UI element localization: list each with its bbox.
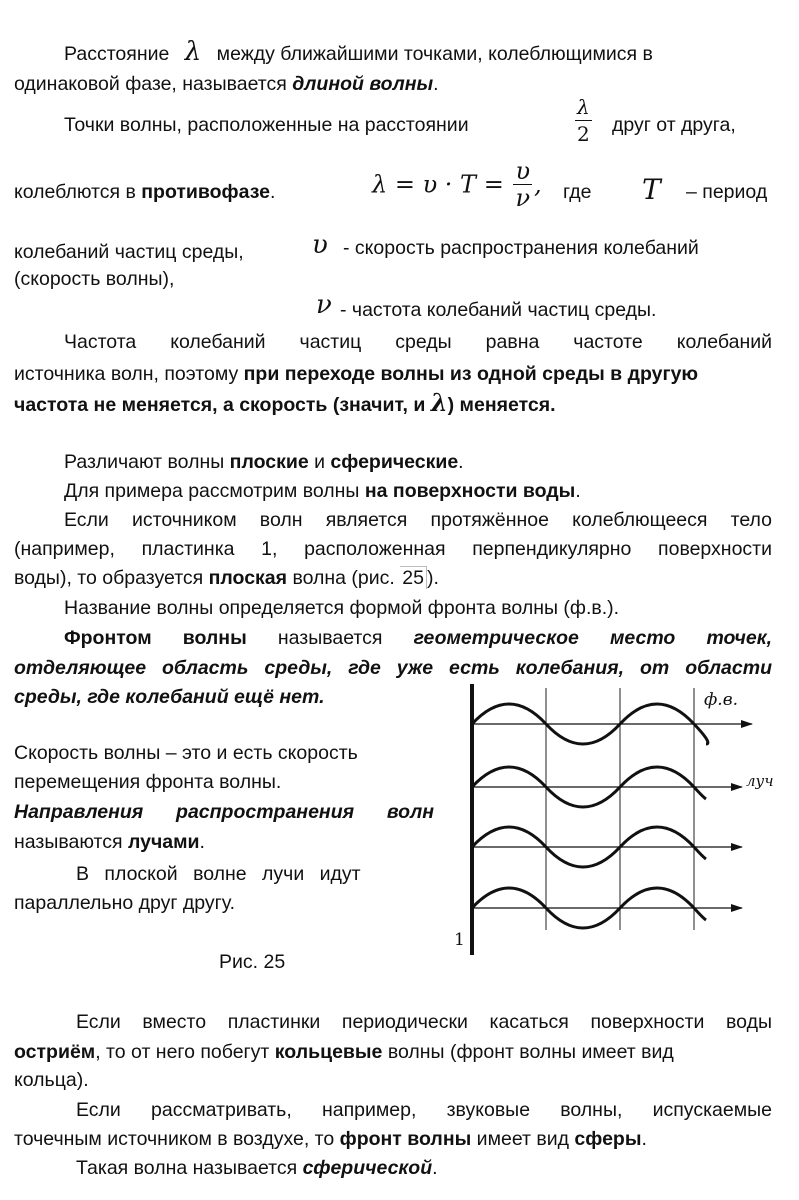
p7-line1: Если источником волн является протяжённое колеблющееся тело xyxy=(64,509,772,531)
p1-line1: Расстояние λ между ближайшими точками, колеблющимися в xyxy=(64,37,653,67)
p11-line3: кольца). xyxy=(14,1069,89,1091)
p1-line2: одинаковой фазе, называется длиной волны. xyxy=(14,73,439,95)
figure-plane-wave xyxy=(450,680,780,955)
p7-line2: (например, пластинка 1, расположенная перпендикулярно поверхности xyxy=(14,538,772,560)
p9-line1: Фронтом волны называется геометрическое место точек, xyxy=(64,627,773,649)
frequency-symbol: ν xyxy=(316,290,332,320)
period-symbol: T xyxy=(642,173,661,206)
velocity-symbol: υ xyxy=(312,230,328,260)
half-lambda-fraction: $\frac{\lambda}{2}$ xyxy=(576,95,590,146)
label-wavefront: ф.в. xyxy=(704,690,739,710)
p11-line2: остриём, то от него побегут кольцевые волны (фронт волны имеет вид xyxy=(14,1041,674,1063)
p10-line2: перемещения фронта волны. xyxy=(14,771,282,793)
p2-line2: колеблются в противофазе. xyxy=(14,181,276,203)
p12-line2: точечным источником в воздухе, то фронт волны имеет вид сферы. xyxy=(14,1128,647,1150)
term-antiphase: противофазе xyxy=(141,181,270,203)
p6-line: Для примера рассмотрим волны на поверхности воды. xyxy=(64,480,581,502)
p11-line1: Если вместо пластинки периодически касаться поверхности воды xyxy=(76,1011,772,1033)
p7-line3: воды), то образуется плоская волна (рис. 25 ). xyxy=(14,567,439,589)
p2-line1-end: друг от друга, xyxy=(612,114,736,136)
p10-line6: параллельно друг другу. xyxy=(14,892,235,914)
p3-line2: колебаний частиц среды, xyxy=(14,241,244,263)
figure-ref: 25 xyxy=(400,566,427,589)
label-plate: 1 xyxy=(454,930,465,950)
p3-line3: (скорость волны), xyxy=(14,268,175,290)
gde-word: где xyxy=(563,181,592,203)
p3-line4: - частота колебаний частиц среды. xyxy=(340,299,657,321)
p8-line: Название волны определяется формой фронта волны (ф.в.). xyxy=(64,597,620,619)
p10-line5: В плоской волне лучи идут xyxy=(76,863,361,885)
period-text: – период xyxy=(686,181,768,203)
p9-line2: отделяющее область среды, где уже есть колебания, от области xyxy=(14,657,772,679)
p9-line3: среды, где колебаний ещё нет. xyxy=(14,686,325,708)
p13-line: Такая волна называется сферической. xyxy=(76,1157,438,1179)
p10-line1: Скорость волны – это и есть скорость xyxy=(14,742,358,764)
wavelength-formula: λ = υ · T = $\frac{\upsilon}{\nu}$ , xyxy=(372,157,542,212)
p12-line1: Если рассматривать, например, звуковые волны, испускаемые xyxy=(76,1099,772,1121)
p2-line1: Точки волны, расположенные на расстоянии xyxy=(64,114,469,136)
lambda-symbol: λ xyxy=(184,37,202,67)
p10-line4: называются лучами. xyxy=(14,831,205,853)
p4-line1: Частота колебаний частиц среды равна частоте колебаний xyxy=(64,331,772,353)
p3-line2-end: - скорость распространения колебаний xyxy=(343,237,699,259)
p4-line3: частота не меняется, а скорость (значит, и λ) меняется. xyxy=(14,388,556,417)
p10-line3: Направления распространения волн xyxy=(14,801,434,823)
p4-line2: источника волн, поэтому при переходе волны из одной среды в другую xyxy=(14,363,699,385)
figure-caption: Рис. 25 xyxy=(219,951,286,973)
label-ray: луч xyxy=(746,772,774,790)
p5-line: Различают волны плоские и сферические. xyxy=(64,451,464,473)
term-wavelength: длиной волны xyxy=(292,73,434,95)
